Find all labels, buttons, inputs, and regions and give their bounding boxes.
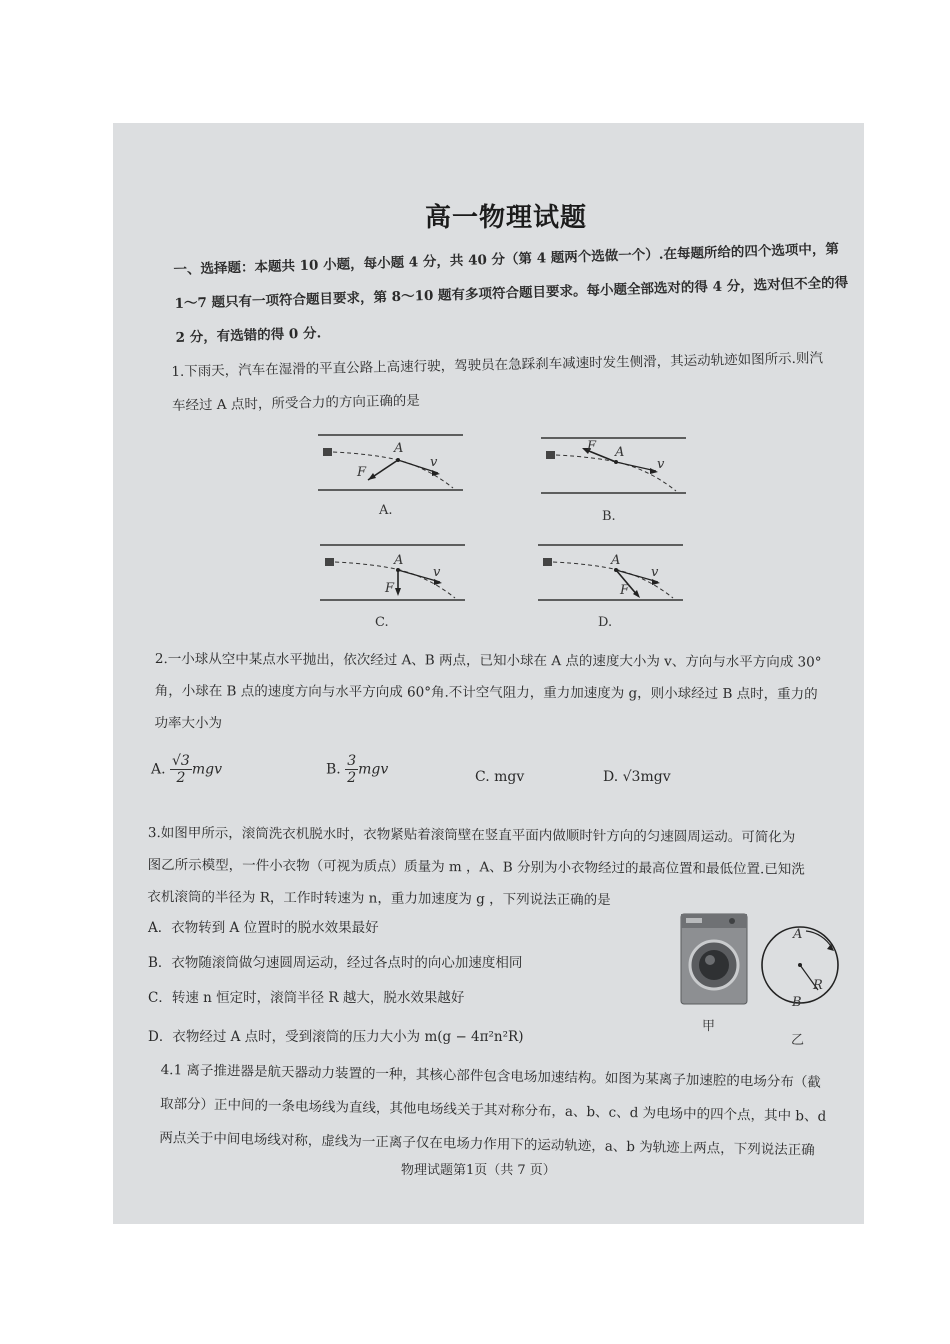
numerator: √3	[172, 753, 190, 769]
option-d: D．衣物经过 A 点时，受到滚筒的压力大小为 m(g − 4π²n²R)	[148, 1029, 524, 1045]
question-text: 3.如图甲所示，滚筒洗衣机脱水时，衣物紧贴着滚筒壁在竖直平面内做顺时针方向的匀速圆周运动。可简化为	[147, 824, 796, 846]
q1-figure-c	[315, 538, 475, 618]
expression: mgv	[191, 761, 222, 778]
fraction	[345, 753, 358, 786]
force-label: F	[587, 439, 597, 454]
expression: mgv	[358, 761, 389, 778]
question-text: 4.1 离子推进器是航天器动力装置的一种，其核心部件包含电场加速结构。如图为某离子加速腔的电场分布（截	[160, 1061, 821, 1091]
force-label: F	[620, 583, 630, 598]
point-label: A	[394, 441, 404, 456]
question-1	[171, 341, 852, 423]
question-text: 车经过 A 点时，所受合力的方向正确的是	[171, 392, 421, 414]
velocity-label: v	[651, 565, 659, 580]
circular-motion-diagram	[758, 918, 848, 1013]
option-b	[326, 753, 388, 786]
figure-label-jia: 甲	[702, 1019, 716, 1034]
point-b-label: B	[792, 995, 802, 1010]
figure-label: C.	[375, 615, 389, 630]
exam-sheet	[113, 123, 864, 1224]
question-text: 角，小球在 B 点的速度方向与水平方向成 60°角.不计空气阻力，重力加速度为 g，则小球经过 B 点时，重力的	[154, 682, 818, 703]
question-text: 2.一小球从空中某点水平抛出，依次经过 A、B 两点，已知小球在 A 点的速度大小为 v、方向与水平方向成 30°	[154, 650, 822, 671]
point-label: A	[611, 553, 621, 568]
point-a-label: A	[793, 927, 803, 942]
question-text: 1.下雨天，汽车在湿滑的平直公路上高速行驶，驾驶员在急踩刹车减速时发生侧滑，其运动轨迹如图所示.则汽	[171, 350, 824, 380]
denominator: 2	[347, 770, 357, 786]
page-footer: 物理试题第1页（共 7 页）	[401, 1163, 556, 1178]
option-d: D. √3mgv	[603, 769, 671, 785]
option-a: A．衣物转到 A 位置时的脱水效果最好	[148, 920, 379, 936]
q1-figure-d	[533, 538, 693, 618]
question-text: 衣机滚筒的半径为 R，工作时转速为 n，重力加速度为 g ，下列说法正确的是	[147, 888, 611, 909]
velocity-label: v	[433, 565, 441, 580]
option-b: B．衣物随滚筒做匀速圆周运动，经过各点时的向心加速度相同	[148, 955, 523, 971]
option-label: A.	[151, 761, 166, 778]
washing-machine-image	[680, 913, 750, 1008]
page-title: 高一物理试题	[425, 203, 588, 233]
option-c: C. mgv	[475, 769, 525, 785]
fraction	[170, 753, 192, 786]
section-instructions	[173, 232, 856, 355]
question-text: 取部分）正中间的一条电场线为直线，其他电场线关于其对称分布，a、b、c、d 为电场中的四个点，其中 b、d	[159, 1095, 827, 1125]
instructions-line: 1～7 题只有一项符合题目要求，第 8～10 题有多项符合题目要求。每小题全部选对的得 4 分，选对但不全的得	[174, 274, 849, 312]
question-4	[159, 1053, 851, 1168]
force-label: F	[357, 465, 367, 480]
question-text: 两点关于中间电场线对称，虚线为一正离子仅在电场力作用下的运动轨迹，a、b 为轨迹上两点，下列说法正确	[159, 1129, 815, 1159]
option-c: C．转速 n 恒定时，滚筒半径 R 越大，脱水效果越好	[148, 990, 465, 1006]
question-text: 功率大小为	[154, 714, 223, 732]
question-3	[147, 817, 848, 918]
point-label: A	[394, 553, 404, 568]
figure-label: D.	[598, 615, 613, 630]
point-label: A	[615, 445, 625, 460]
q3-options	[148, 911, 523, 1055]
figure-label: A.	[379, 503, 393, 518]
question-text: 图乙所示模型，一件小衣物（可视为质点）质量为 m ，A、B 分别为小衣物经过的最高位置和最低位置.已知洗	[147, 856, 805, 878]
numerator: 3	[347, 753, 357, 769]
denominator: 2	[176, 770, 186, 786]
figure-label: B.	[602, 509, 616, 524]
q1-figure-a	[313, 428, 473, 508]
option-a	[151, 753, 222, 786]
figure-label-yi: 乙	[791, 1033, 805, 1048]
q1-figure-b	[536, 431, 696, 511]
force-label: F	[385, 581, 395, 596]
velocity-label: v	[430, 455, 438, 470]
option-label: B.	[326, 761, 341, 778]
question-2	[154, 643, 844, 743]
velocity-label: v	[657, 457, 665, 472]
instructions-line: 一、选择题：本题共 10 小题，每小题 4 分，共 40 分（第 4 题两个选做一个）.在每题所给的四个选项中，第	[173, 241, 840, 278]
radius-label: R	[813, 978, 823, 993]
instructions-line: 2 分，有选错的得 0 分.	[175, 325, 322, 346]
